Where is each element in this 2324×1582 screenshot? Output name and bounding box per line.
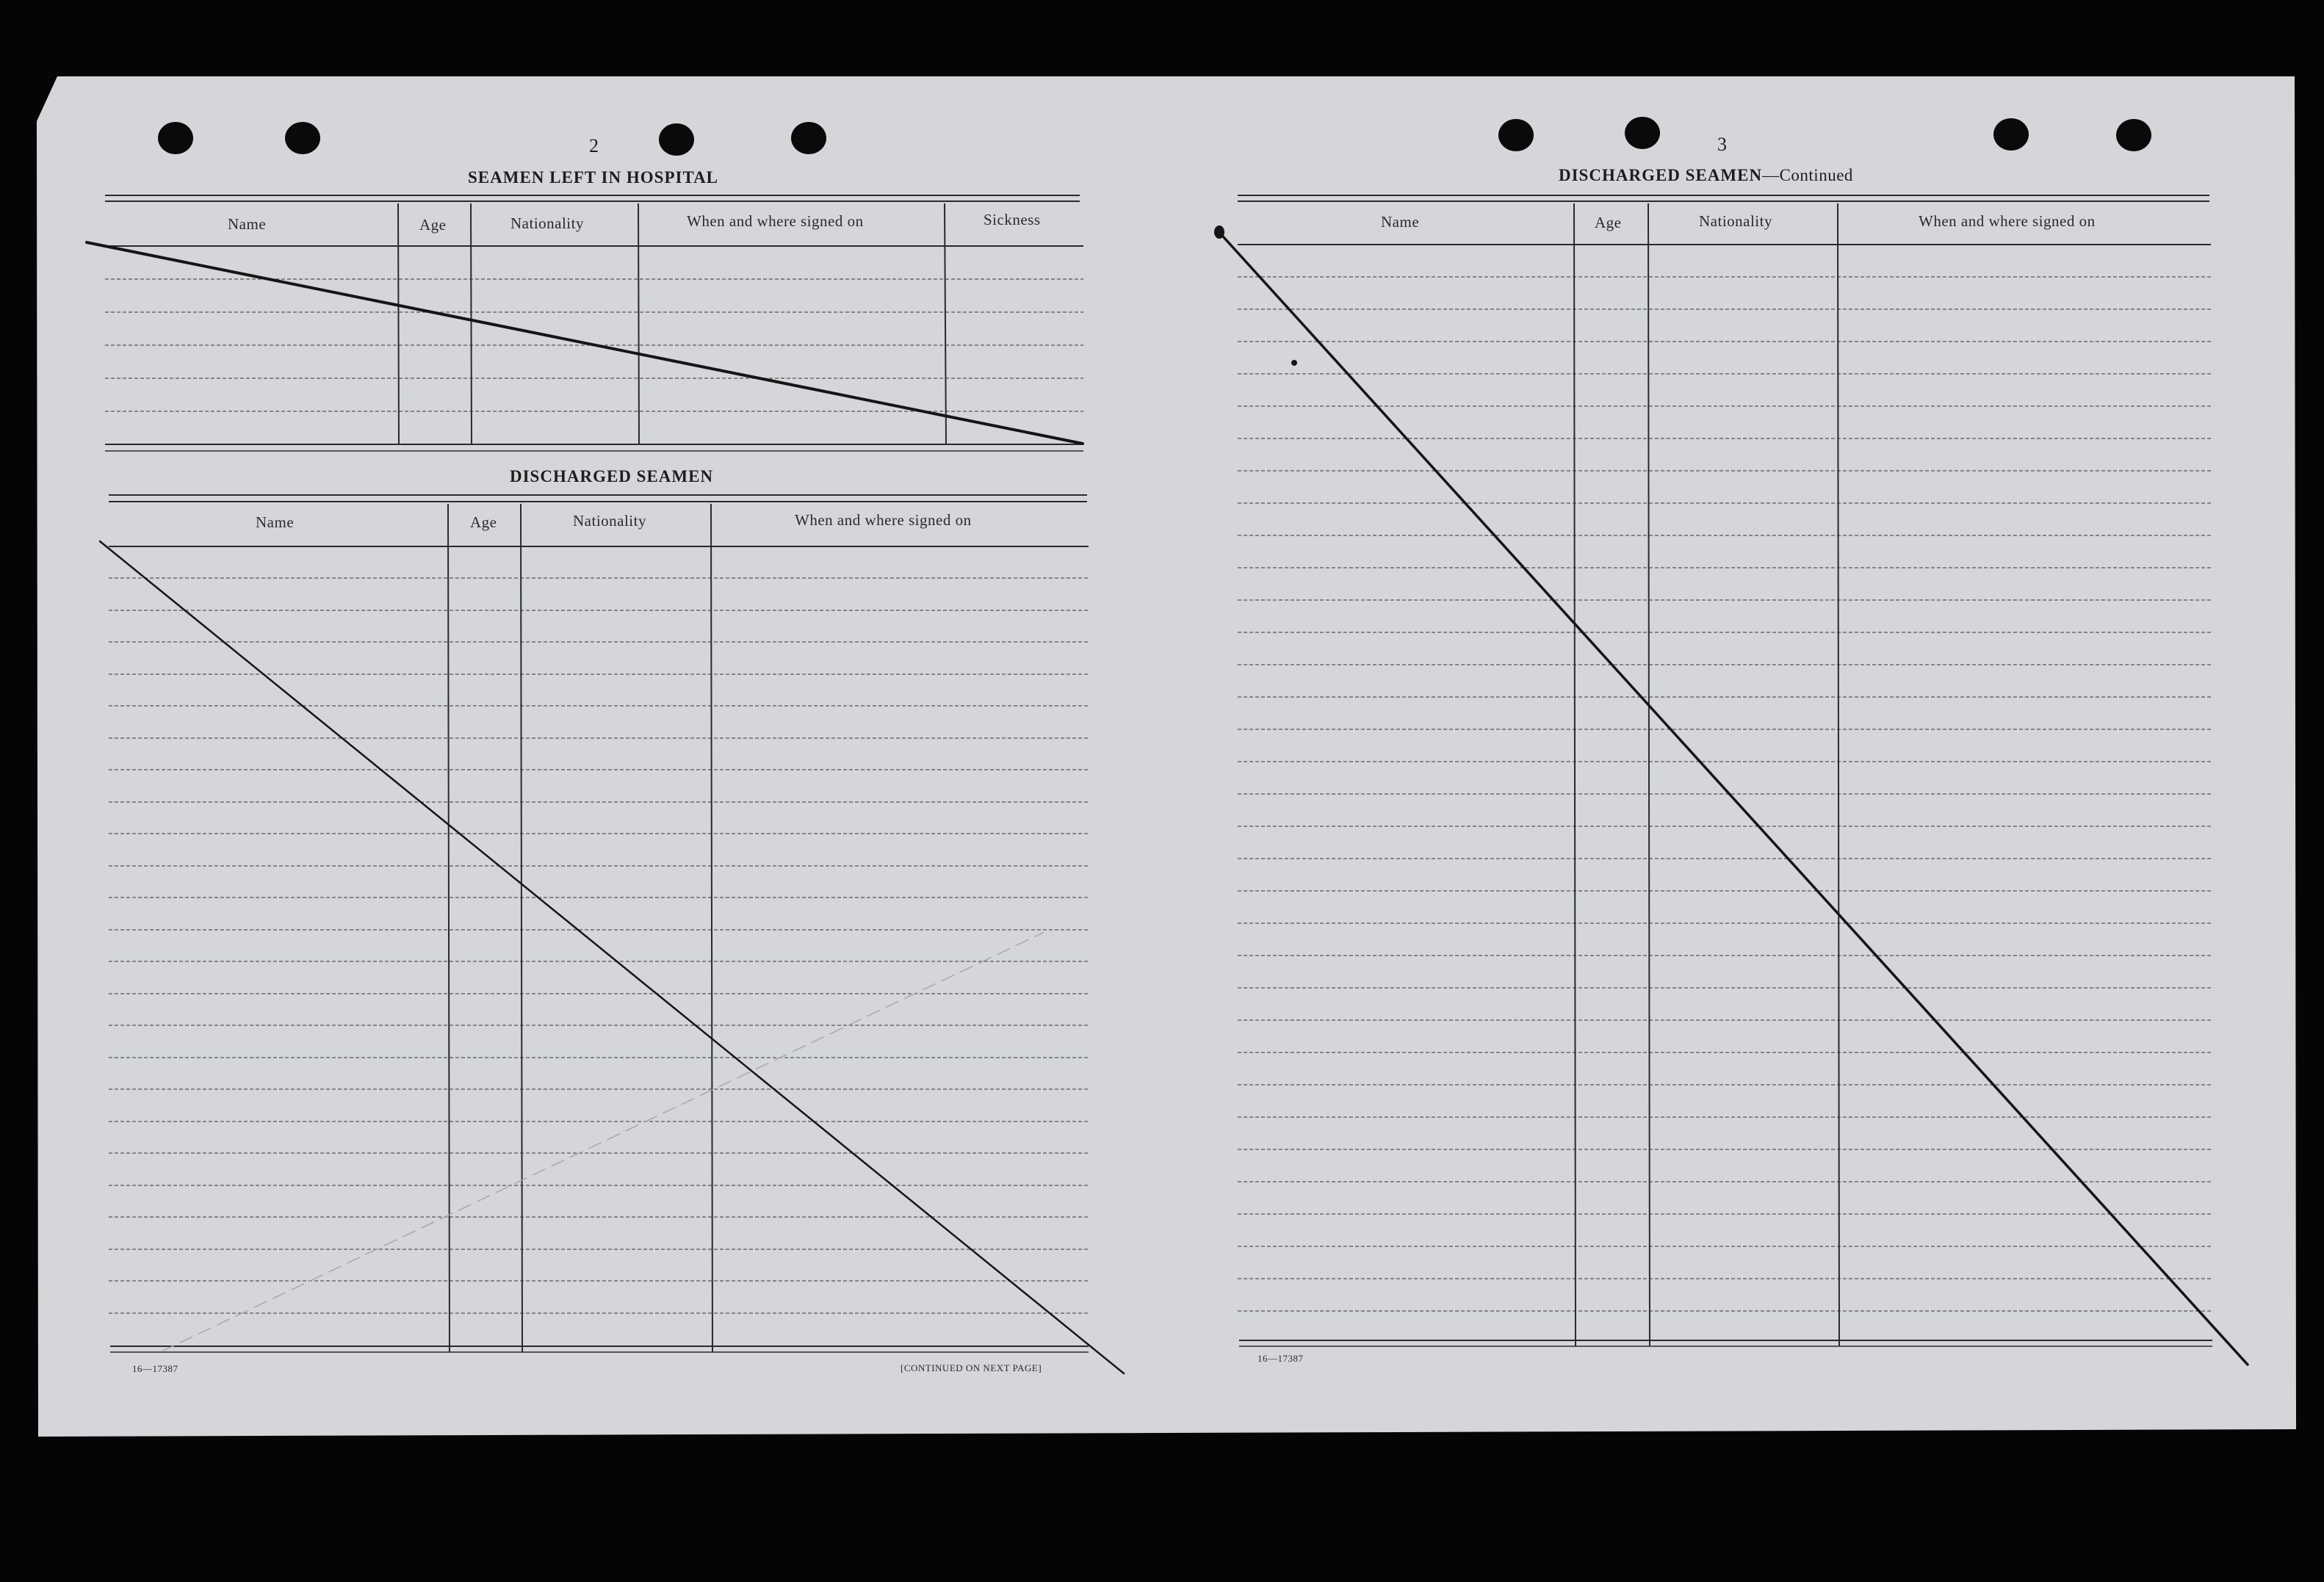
continued-col-signed-on: When and where signed on: [1919, 212, 2096, 230]
punch-hole: [791, 122, 826, 154]
continued-col-age: Age: [1595, 214, 1622, 231]
continued-note: [CONTINUED ON NEXT PAGE]: [901, 1362, 1042, 1373]
page-number-right: 3: [1717, 134, 1727, 155]
hospital-col-age: Age: [419, 216, 447, 234]
hospital-col-nationality: Nationality: [510, 214, 584, 232]
discharged-section-title: DISCHARGED SEAMEN: [510, 467, 714, 485]
form-number-right: 16—17387: [1257, 1353, 1304, 1364]
hospital-col-signed-on: When and where signed on: [687, 212, 864, 230]
form-number-left: 16—17387: [132, 1363, 178, 1374]
ink-blot: [1214, 225, 1224, 239]
discharged-col-name: Name: [256, 513, 295, 531]
continued-col-name: Name: [1381, 213, 1420, 231]
punch-hole: [659, 123, 694, 156]
continued-section-title: [1559, 166, 1853, 185]
discharged-col-nationality: Nationality: [573, 512, 646, 530]
hospital-col-name: Name: [228, 215, 267, 233]
punch-hole: [158, 122, 193, 154]
hospital-section-title: SEAMEN LEFT IN HOSPITAL: [468, 168, 719, 187]
continued-title-suffix: —Continued: [1762, 166, 1853, 184]
discharged-col-signed-on: When and where signed on: [795, 511, 972, 529]
punch-hole: [1498, 119, 1534, 151]
continued-col-nationality: Nationality: [1699, 212, 1772, 230]
punch-hole: [1625, 117, 1660, 149]
punch-hole: [285, 122, 320, 154]
page-number-left: 2: [589, 135, 599, 156]
punch-hole: [2116, 119, 2151, 151]
ink-speck: [1291, 360, 1297, 366]
continued-title-main: DISCHARGED SEAMEN: [1559, 166, 1763, 184]
discharged-col-age: Age: [470, 513, 497, 531]
paper-sheet: [37, 76, 2296, 1437]
hospital-col-sickness: Sickness: [984, 211, 1041, 228]
punch-hole: [1993, 118, 2029, 151]
